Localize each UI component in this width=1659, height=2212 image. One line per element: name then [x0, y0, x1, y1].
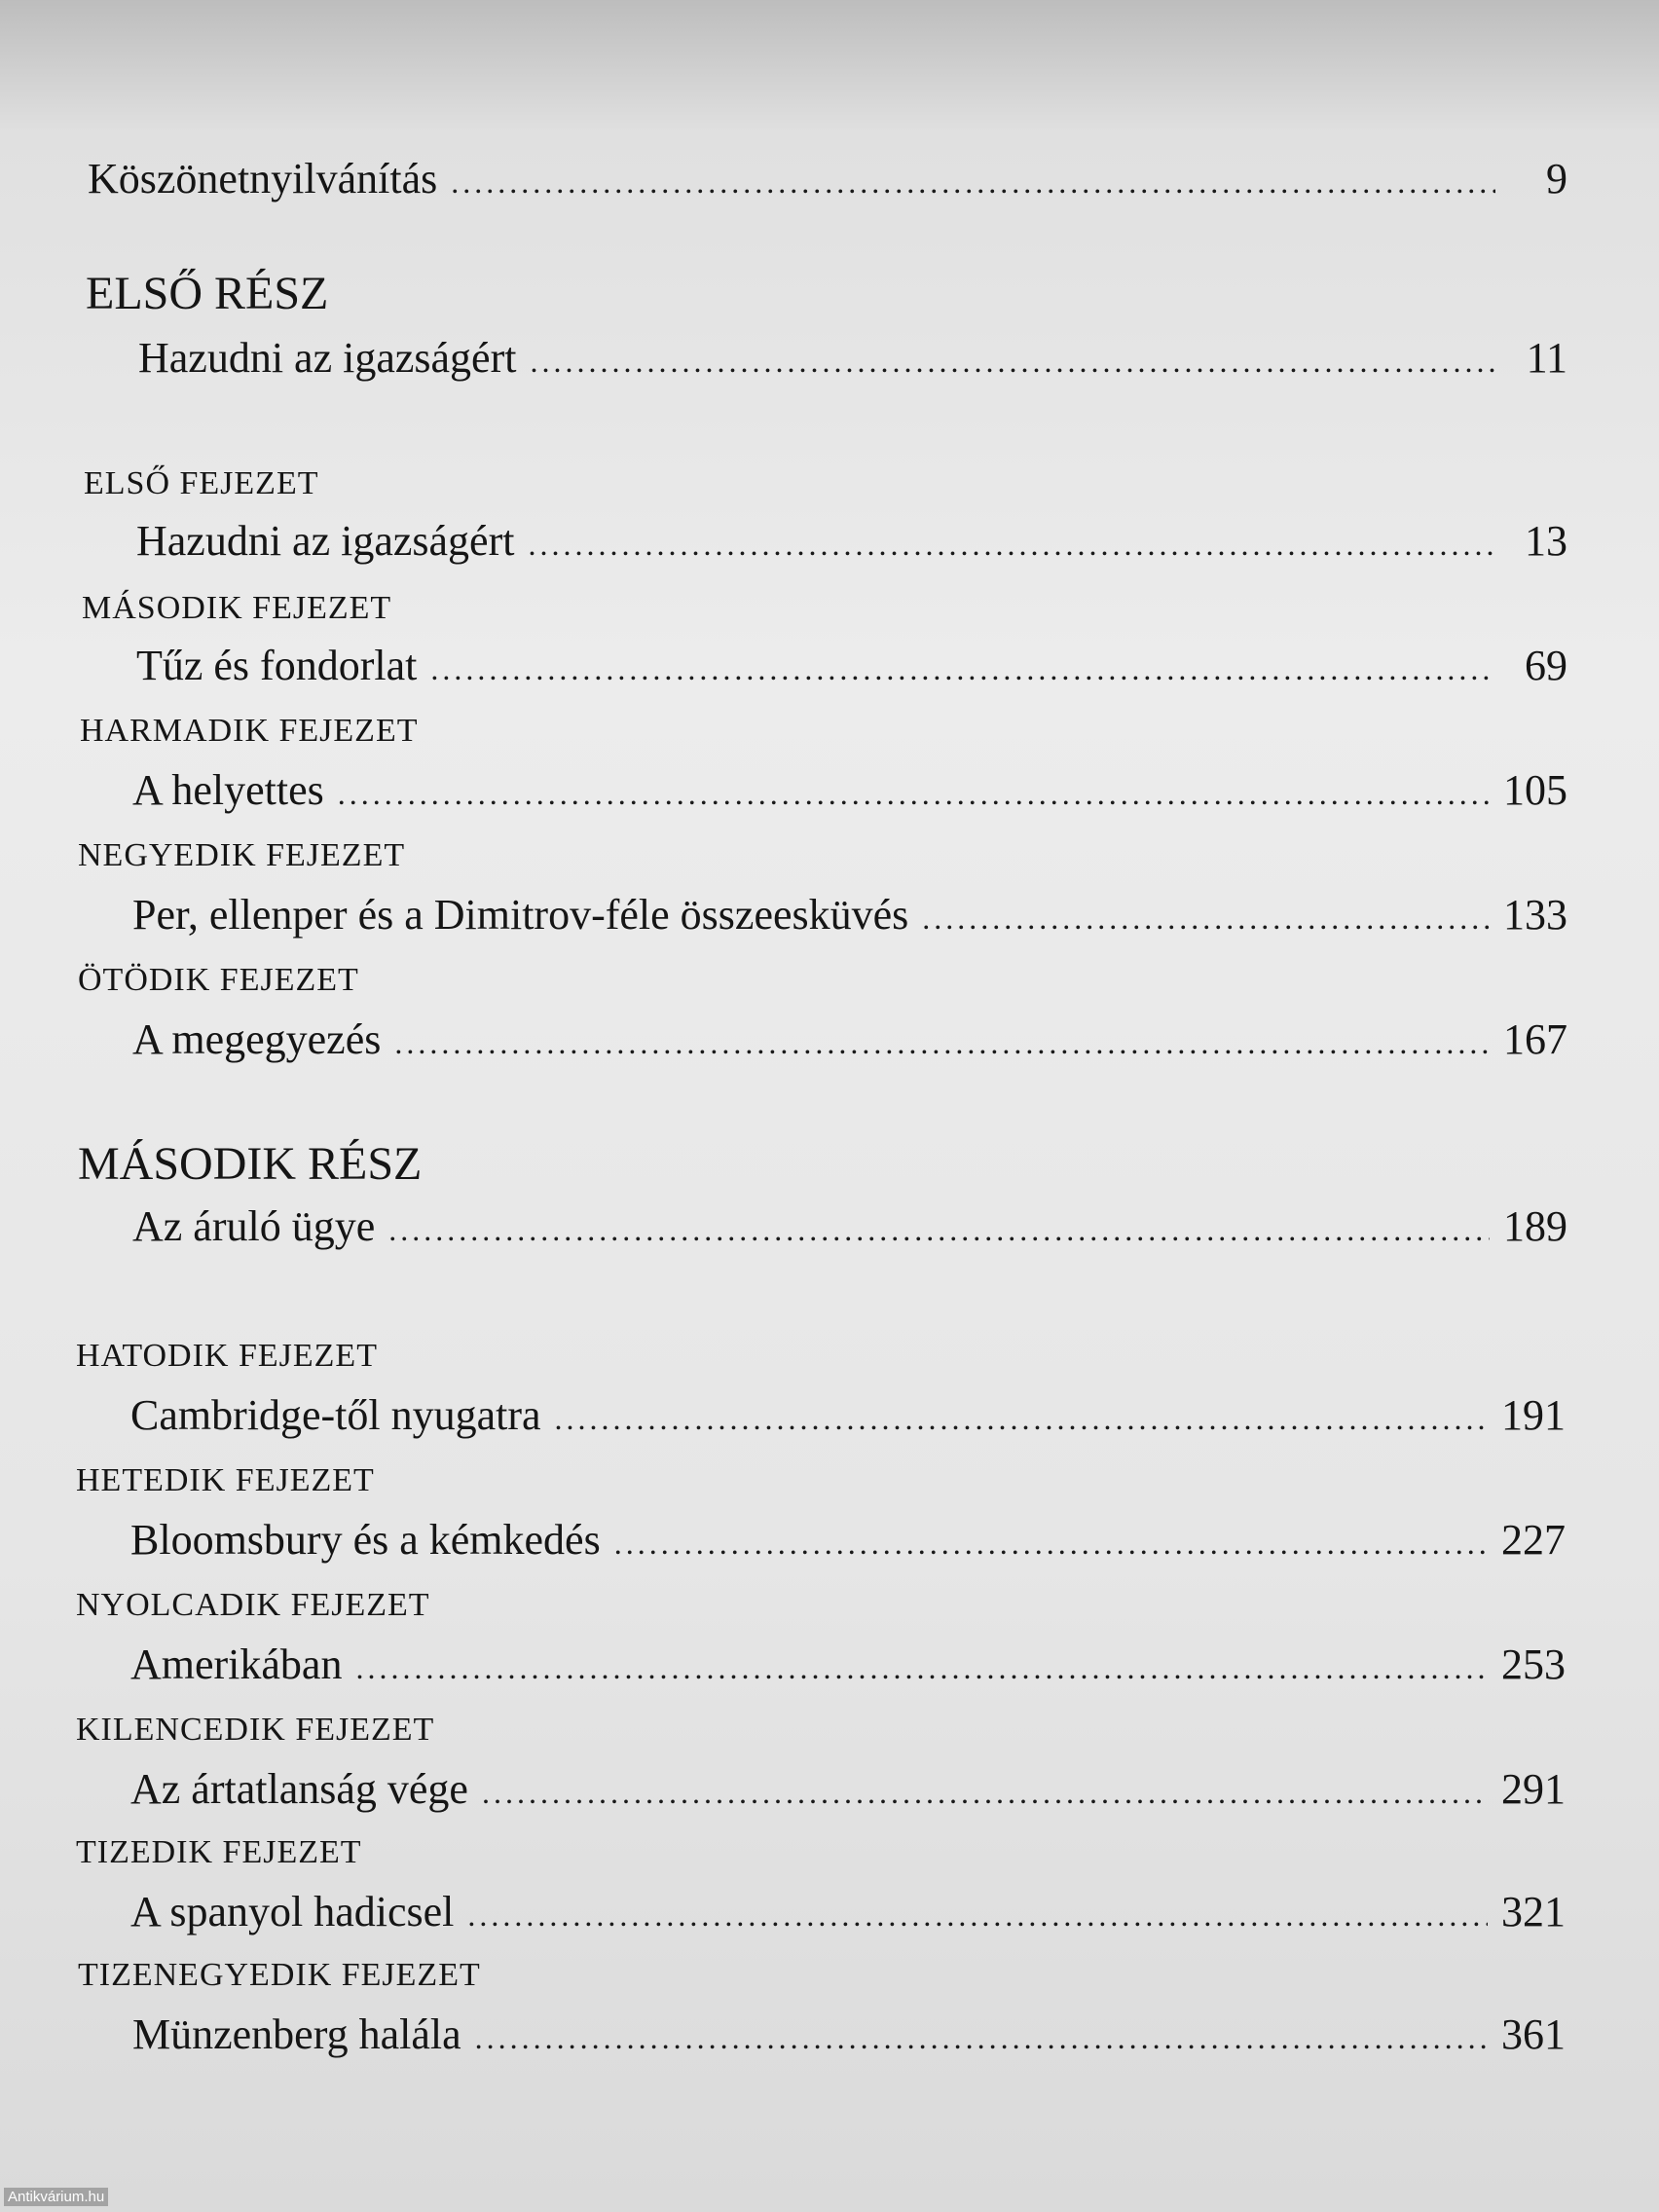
toc-entry-chapter — [130, 1516, 1566, 1564]
toc-entry-chapter — [132, 2010, 1566, 2058]
dot-leader — [355, 1652, 1488, 1683]
entry-page-number: 69 — [1525, 642, 1567, 689]
entry-title: Münzenberg halála — [132, 2010, 461, 2058]
chapter-label: NEGYEDIK FEJEZET — [78, 837, 406, 873]
toc-entry-acknowledgements — [88, 155, 1567, 203]
toc-entry-chapter — [132, 766, 1567, 814]
entry-page-number: 13 — [1525, 517, 1567, 565]
entry-title: A helyettes — [132, 766, 324, 814]
entry-title: A megegyezés — [132, 1015, 382, 1063]
chapter-label: ELSŐ FEJEZET — [84, 465, 319, 501]
dot-leader — [555, 1403, 1488, 1434]
entry-page-number: 189 — [1503, 1202, 1567, 1250]
dot-leader — [922, 903, 1490, 934]
dot-leader — [530, 346, 1495, 377]
chapter-label: HARMADIK FEJEZET — [80, 713, 419, 749]
chapter-label: TIZEDIK FEJEZET — [76, 1834, 362, 1870]
chapter-label: ÖTÖDIK FEJEZET — [78, 962, 359, 998]
dot-leader — [528, 529, 1495, 560]
entry-page-number: 321 — [1501, 1888, 1566, 1936]
entry-page-number: 9 — [1546, 155, 1567, 203]
chapter-label: HATODIK FEJEZET — [76, 1338, 378, 1374]
chapter-label: HETEDIK FEJEZET — [76, 1462, 375, 1498]
entry-page-number: 167 — [1503, 1015, 1567, 1063]
entry-page-number: 133 — [1503, 891, 1567, 939]
chapter-label: MÁSODIK FEJEZET — [82, 590, 392, 626]
chapter-label: NYOLCADIK FEJEZET — [76, 1587, 430, 1623]
toc-entry-part1-intro — [138, 334, 1567, 382]
dot-leader — [394, 1027, 1490, 1058]
entry-page-number: 11 — [1526, 334, 1567, 382]
toc-entry-part2-intro — [132, 1202, 1567, 1250]
entry-title: Per, ellenper és a Dimitrov-féle összeesküvés — [132, 891, 909, 939]
toc-entry-chapter — [132, 1015, 1567, 1063]
toc-entry-chapter — [130, 1391, 1566, 1439]
toc-entry-chapter — [136, 642, 1567, 689]
dot-leader — [482, 1777, 1488, 1808]
part-heading-1: ELSŐ RÉSZ — [86, 268, 329, 319]
toc-entry-chapter — [132, 891, 1567, 939]
dot-leader — [388, 1214, 1490, 1245]
entry-title: Cambridge-től nyugatra — [130, 1391, 541, 1439]
toc-entry-chapter — [136, 517, 1567, 565]
entry-page-number: 291 — [1501, 1765, 1566, 1813]
entry-title: Bloomsbury és a kémkedés — [130, 1516, 601, 1564]
entry-title: Az ártatlanság vége — [130, 1765, 468, 1813]
chapter-label: TIZENEGYEDIK FEJEZET — [78, 1957, 481, 1993]
entry-title: A spanyol hadicsel — [130, 1888, 455, 1936]
entry-page-number: 227 — [1501, 1516, 1566, 1564]
dot-leader — [475, 2022, 1488, 2053]
part-heading-2: MÁSODIK RÉSZ — [78, 1138, 423, 1190]
dot-leader — [430, 653, 1495, 684]
entry-page-number: 105 — [1503, 766, 1567, 814]
chapter-label: KILENCEDIK FEJEZET — [76, 1712, 435, 1748]
entry-title: Hazudni az igazságért — [138, 334, 517, 382]
toc-entry-chapter — [130, 1888, 1566, 1936]
entry-title: Amerikában — [130, 1641, 343, 1688]
dot-leader — [338, 778, 1490, 809]
entry-page-number: 361 — [1501, 2010, 1566, 2058]
toc-entry-chapter — [130, 1643, 1566, 1686]
dot-leader — [451, 166, 1495, 198]
dot-leader — [614, 1528, 1488, 1559]
entry-title: Az áruló ügye — [132, 1202, 376, 1250]
entry-title: Hazudni az igazságért — [136, 517, 515, 565]
entry-page-number: 191 — [1501, 1391, 1566, 1439]
entry-page-number: 253 — [1501, 1641, 1566, 1688]
toc-entry-chapter — [130, 1765, 1566, 1813]
entry-title: Köszönetnyilvánítás — [88, 155, 438, 203]
entry-title: Tűz és fondorlat — [136, 642, 418, 689]
site-watermark: Antikvárium.hu — [4, 2188, 108, 2206]
dot-leader — [467, 1899, 1488, 1931]
